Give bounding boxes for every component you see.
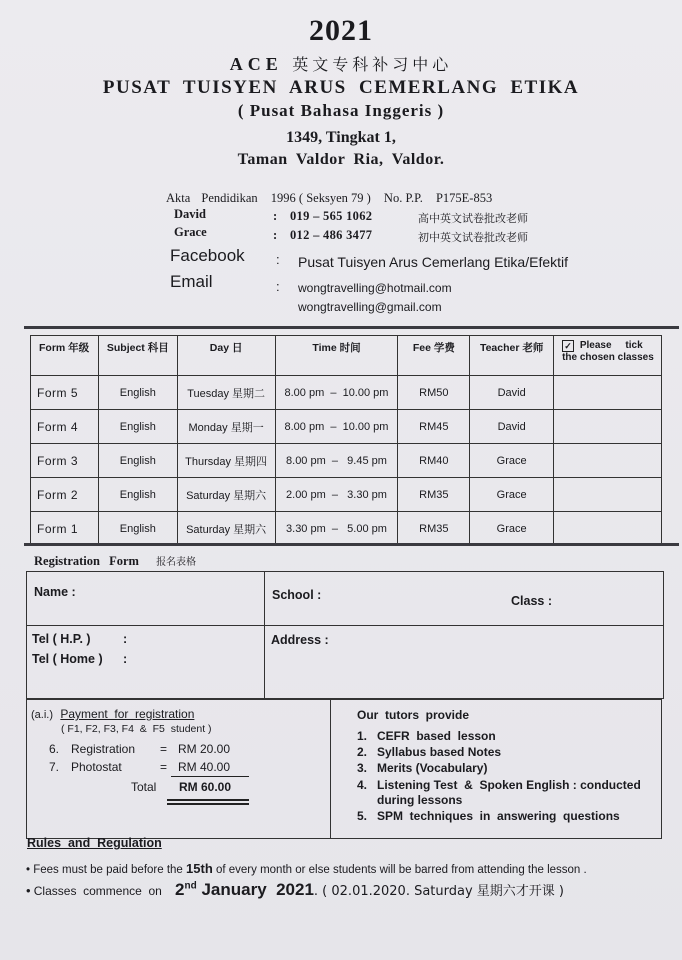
payment-item-amount: RM 20.00 [178,742,231,756]
education-act-line [166,191,502,206]
commence-day: 2 [175,880,185,899]
facebook-label: Facebook [170,246,245,265]
ace-heading [0,52,682,75]
cell-subject: English [98,410,177,444]
cell-subject: English [98,512,177,546]
checkbox-icon: ✓ [562,340,574,352]
cell-tick-checkbox[interactable] [554,410,662,444]
form-divider [264,572,265,698]
header-tick [554,336,662,376]
payment-item-label: Photostat [71,760,122,774]
divider-line [24,326,679,329]
registration-title-cn: 报名表格 [156,557,197,568]
name-field[interactable]: Name : [34,585,76,599]
contact-colon: : [273,209,278,223]
cell-time: 8.00 pm – 10.00 pm [275,410,398,444]
akta-year: 1996 ( Seksyen 79 ) [270,191,371,205]
payment-item-num: 6. [49,742,60,756]
email-value-hotmail[interactable]: wongtravelling@hotmail.com [298,281,452,295]
header-fee: Fee 学费 [398,336,470,376]
commence-day-suffix: nd [184,880,197,892]
box-divider [330,700,331,838]
address-line-2: Taman Valdor Ria, Valdor. [237,151,445,168]
table-row [31,410,662,444]
payment-item-eq: = [160,742,168,756]
tutors-title: Our tutors provide [357,708,470,722]
registration-title-text: Registration Form [34,554,139,568]
cell-tick-checkbox[interactable] [554,512,662,546]
table-row [31,478,662,512]
total-label: Total [131,780,157,794]
sum-line [171,776,249,777]
tutor-item-text: Syllabus based Notes [377,745,502,759]
cell-subject: English [98,478,177,512]
payment-title: Payment for registration [60,707,195,721]
form-divider [27,625,663,626]
pp-value: P175E-853 [435,191,493,205]
class-timetable [30,335,662,546]
contact-name-grace: Grace [174,225,207,239]
tel-home-field[interactable]: Tel ( Home ) [32,652,103,666]
ace-chinese-label: 英文专科补习中心 [292,55,453,74]
payment-item-eq: = [160,760,168,774]
payment-prefix: (a.i.) [31,709,53,721]
contact-note-david: 高中英文试卷批改老师 [418,212,528,225]
payment-heading [31,707,194,721]
tick-label-2: the chosen classes [562,352,654,363]
table-row [31,512,662,546]
timetable-header-row [31,336,662,376]
tel-hp-colon: : [123,632,128,646]
cell-form: Form 1 [31,512,99,546]
payment-and-tutors-box [26,699,662,839]
address-field[interactable]: Address : [271,633,329,647]
payment-item-label: Registration [71,742,136,756]
cell-tick-checkbox[interactable] [554,376,662,410]
header-time: Time 时间 [275,336,398,376]
tutor-item-num: 5. [357,809,368,823]
commence-month-year: January 2021 [201,880,314,899]
header-subject: Subject 科目 [98,336,177,376]
cell-subject: English [98,376,177,410]
tel-hp-field[interactable]: Tel ( H.P. ) [32,632,91,646]
tutor-item-text: CEFR based lesson [377,729,496,743]
cell-time: 2.00 pm – 3.30 pm [275,478,398,512]
year-heading: 2021 [309,14,373,47]
facebook-value[interactable]: Pusat Tuisyen Arus Cemerlang Etika/Efektif [298,254,569,270]
commence-date [175,880,314,899]
cell-teacher: David [470,410,554,444]
cell-teacher: Grace [470,444,554,478]
tutor-item-text: Merits (Vocabulary) [377,761,488,775]
cell-subject: English [98,444,177,478]
cell-fee: RM35 [398,478,470,512]
commence-rule [26,880,564,900]
cell-teacher: David [470,376,554,410]
pp-label: No. P.P. [383,191,423,205]
cell-form: Form 2 [31,478,99,512]
cell-time: 8.00 pm – 9.45 pm [275,444,398,478]
email-colon: : [276,279,280,294]
header-teacher: Teacher 老师 [470,336,554,376]
facebook-colon: : [276,252,280,267]
fees-rule-bold: 15th [186,861,213,876]
registration-title [34,553,196,569]
fees-rule-post: of every month or else students will be barred from attending the lesson . [215,864,587,876]
class-field[interactable]: Class : [511,594,552,608]
tick-label: Please tick [579,340,643,351]
fees-rule-pre: Fees must be paid before the [33,864,183,876]
cell-day: Tuesday 星期二 [177,376,275,410]
cell-day: Saturday 星期六 [177,478,275,512]
divider-line [24,543,679,546]
cell-day: Thursday 星期四 [177,444,275,478]
total-underline [167,803,249,805]
payment-item-num: 7. [49,760,60,774]
contact-colon: : [273,228,278,242]
payment-item-amount: RM 40.00 [178,760,231,774]
commence-tail: . ( 02.01.2020. Saturday 星期六才开课 ) [313,884,565,899]
cell-teacher: Grace [470,478,554,512]
header-day: Day 日 [177,336,275,376]
address-line-1: 1349, Tingkat 1, [286,129,396,146]
cell-fee: RM45 [398,410,470,444]
ace-label: ACE [229,54,283,74]
tel-home-colon: : [123,652,128,666]
commence-pre: Classes commence on [33,884,162,898]
cell-time: 8.00 pm – 10.00 pm [275,376,398,410]
header-form: Form 年级 [31,336,99,376]
contact-phone-david[interactable]: 019 – 565 1062 [290,209,373,223]
tutor-item-num: 1. [357,729,368,743]
cell-fee: RM40 [398,444,470,478]
email-label: Email [170,272,213,291]
total-value: RM 60.00 [179,780,232,794]
total-underline [167,799,249,801]
cell-form: Form 5 [31,376,99,410]
school-field[interactable]: School : [272,588,322,602]
tutor-item-text: SPM techniques in answering questions [377,809,620,823]
bullet-icon: • [26,864,31,876]
registration-form [26,571,664,699]
cell-form: Form 4 [31,410,99,444]
email-value-gmail[interactable]: wongtravelling@gmail.com [298,300,442,314]
centre-subtitle: ( Pusat Bahasa Inggeris ) [237,101,445,120]
cell-day: Monday 星期一 [177,410,275,444]
cell-day: Saturday 星期六 [177,512,275,546]
fees-rule [26,861,587,876]
contact-name-david: David [174,207,206,221]
contact-note-grace: 初中英文试卷批改老师 [418,231,528,244]
cell-time: 3.30 pm – 5.00 pm [275,512,398,546]
rules-title: Rules and Regulation [27,836,162,850]
centre-name: PUSAT TUISYEN ARUS CEMERLANG ETIKA [102,77,580,98]
payment-subtitle: ( F1, F2, F3, F4 & F5 student ) [61,723,212,735]
table-row [31,444,662,478]
cell-fee: RM35 [398,512,470,546]
cell-fee: RM50 [398,376,470,410]
bullet-icon: • [26,883,31,898]
tutor-item-text: Listening Test & Spoken English : conducted [377,778,641,792]
contact-phone-grace[interactable]: 012 – 486 3477 [290,228,373,242]
cell-form: Form 3 [31,444,99,478]
tutor-item-num: 2. [357,745,368,759]
akta-label: Akta Pendidikan [166,191,258,205]
tutor-item-text: during lessons [377,793,463,807]
cell-tick-checkbox[interactable] [554,444,662,478]
cell-teacher: Grace [470,512,554,546]
tutor-item-num: 3. [357,761,368,775]
table-row [31,376,662,410]
cell-tick-checkbox[interactable] [554,478,662,512]
tutor-item-num: 4. [357,778,368,792]
